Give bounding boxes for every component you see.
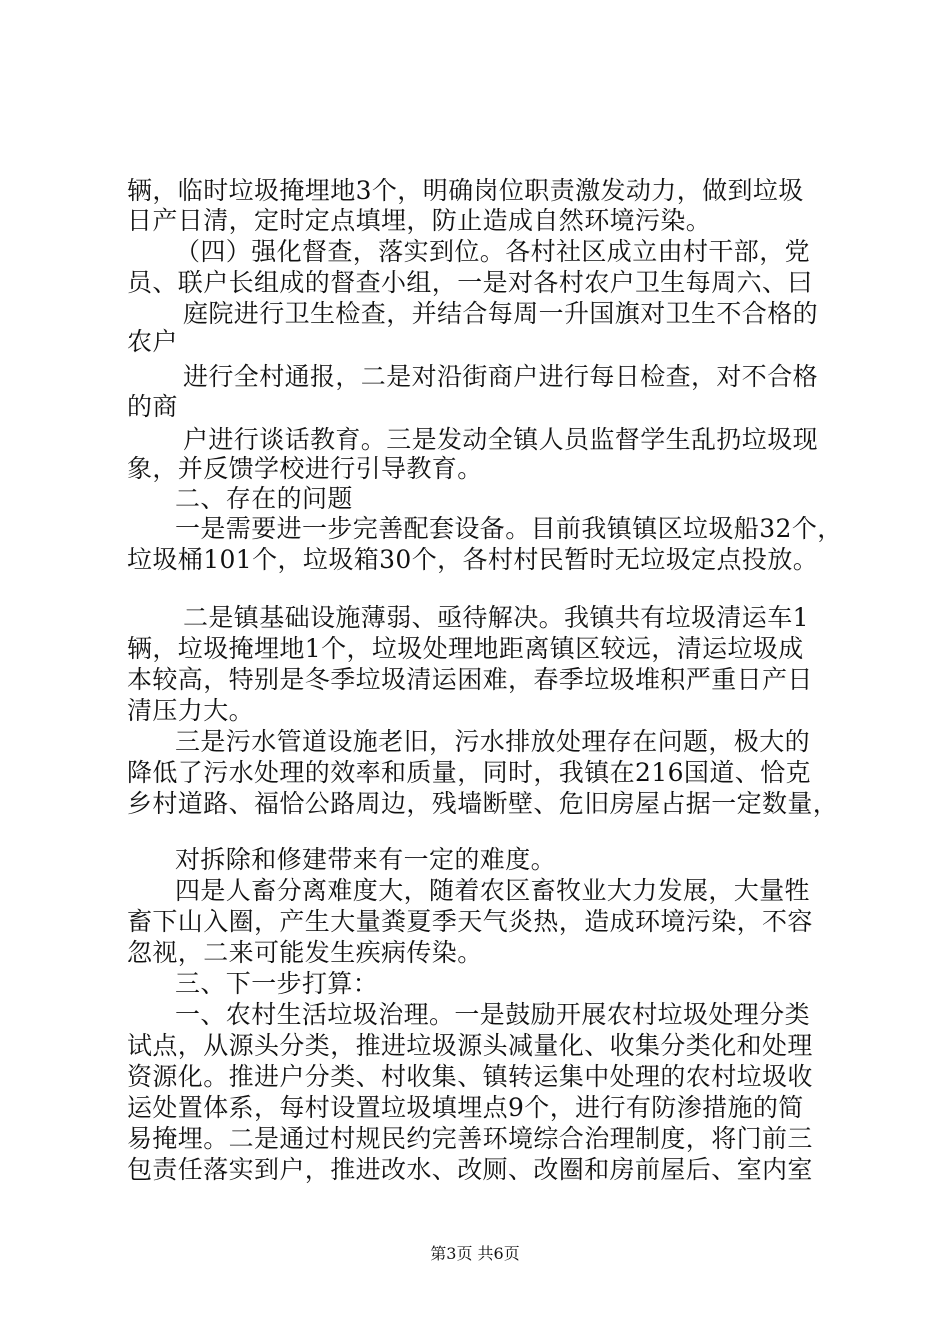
- body-line: 降低了污水处理的效率和质量，同时，我镇在216国道、恰克: [127, 758, 811, 787]
- body-line: 三是污水管道设施老旧，污水排放处理存在问题，极大的: [175, 727, 811, 756]
- body-line: 畜下山入圈，产生大量粪夏季天气炎热，造成环境污染，不容: [127, 907, 813, 936]
- body-line: 的商: [127, 392, 178, 421]
- body-line: 象，并反馈学校进行引导教育。: [127, 454, 483, 483]
- body-line: 本较高，特别是冬季垃圾清运困难，春季垃圾堆积严重日产日: [127, 665, 813, 694]
- body-line: 户进行谈话教育。三是发动全镇人员监督学生乱扔垃圾现: [183, 425, 819, 454]
- body-line: 员、联户长组成的督查小组，一是对各村农户卫生每周六、曰: [127, 268, 813, 297]
- body-line: 资源化。推进户分类、村收集、镇转运集中处理的农村垃圾收: [127, 1062, 813, 1091]
- body-line: 辆，垃圾掩埋地1个，垃圾处理地距离镇区较远，清运垃圾成: [127, 634, 804, 663]
- body-line: 四是人畜分离难度大，随着农区畜牧业大力发展，大量牲: [175, 876, 811, 905]
- body-line: 农户: [127, 327, 178, 356]
- body-line: 易掩埋。二是通过村规民约完善环境综合治理制度，将门前三: [127, 1124, 813, 1153]
- body-line: 进行全村通报，二是对沿街商户进行每日检查，对不合格: [183, 362, 819, 391]
- body-line: 一、农村生活垃圾治理。一是鼓励开展农村垃圾处理分类: [175, 1000, 811, 1029]
- body-line: 一是需要进一步完善配套设备。目前我镇镇区垃圾船32个，: [175, 514, 843, 543]
- section-heading: 三、下一步打算：: [175, 969, 379, 998]
- body-line: 二是镇基础设施薄弱、亟待解决。我镇共有垃圾清运车1: [183, 603, 809, 632]
- body-line: 垃圾桶101个，垃圾箱30个，各村村民暂时无垃圾定点投放。: [127, 545, 819, 574]
- body-line: 辆，临时垃圾掩埋地3个，明确岗位职责激发动力，做到垃圾: [127, 176, 804, 205]
- body-line: 对拆除和修建带来有一定的难度。: [175, 845, 557, 874]
- body-line: 日产日清，定时定点填埋，防止造成自然环境污染。: [127, 206, 712, 235]
- body-line: 包责任落实到户，推进改水、改厕、改圈和房前屋后、室内室: [127, 1155, 813, 1184]
- body-line: 试点，从源头分类，推进垃圾源头减量化、收集分类化和处理: [127, 1031, 813, 1060]
- body-line: 忽视，二来可能发生疾病传染。: [127, 938, 483, 967]
- body-line: （四）强化督查，落实到位。各村社区成立由村干部，党: [175, 237, 811, 266]
- body-line: 清压力大。: [127, 696, 255, 725]
- section-heading: 二、存在的问题: [175, 484, 353, 513]
- body-line: 庭院进行卫生检查，并结合每周一升国旗对卫生不合格的: [183, 299, 819, 328]
- body-line: 运处置体系，每村设置垃圾填埋点9个，进行有防渗措施的简: [127, 1093, 804, 1122]
- body-line: 乡村道路、福恰公路周边，残墙断壁、危旧房屋占据一定数量，: [127, 789, 839, 818]
- page-number-footer: 第3页 共6页: [430, 1244, 520, 1263]
